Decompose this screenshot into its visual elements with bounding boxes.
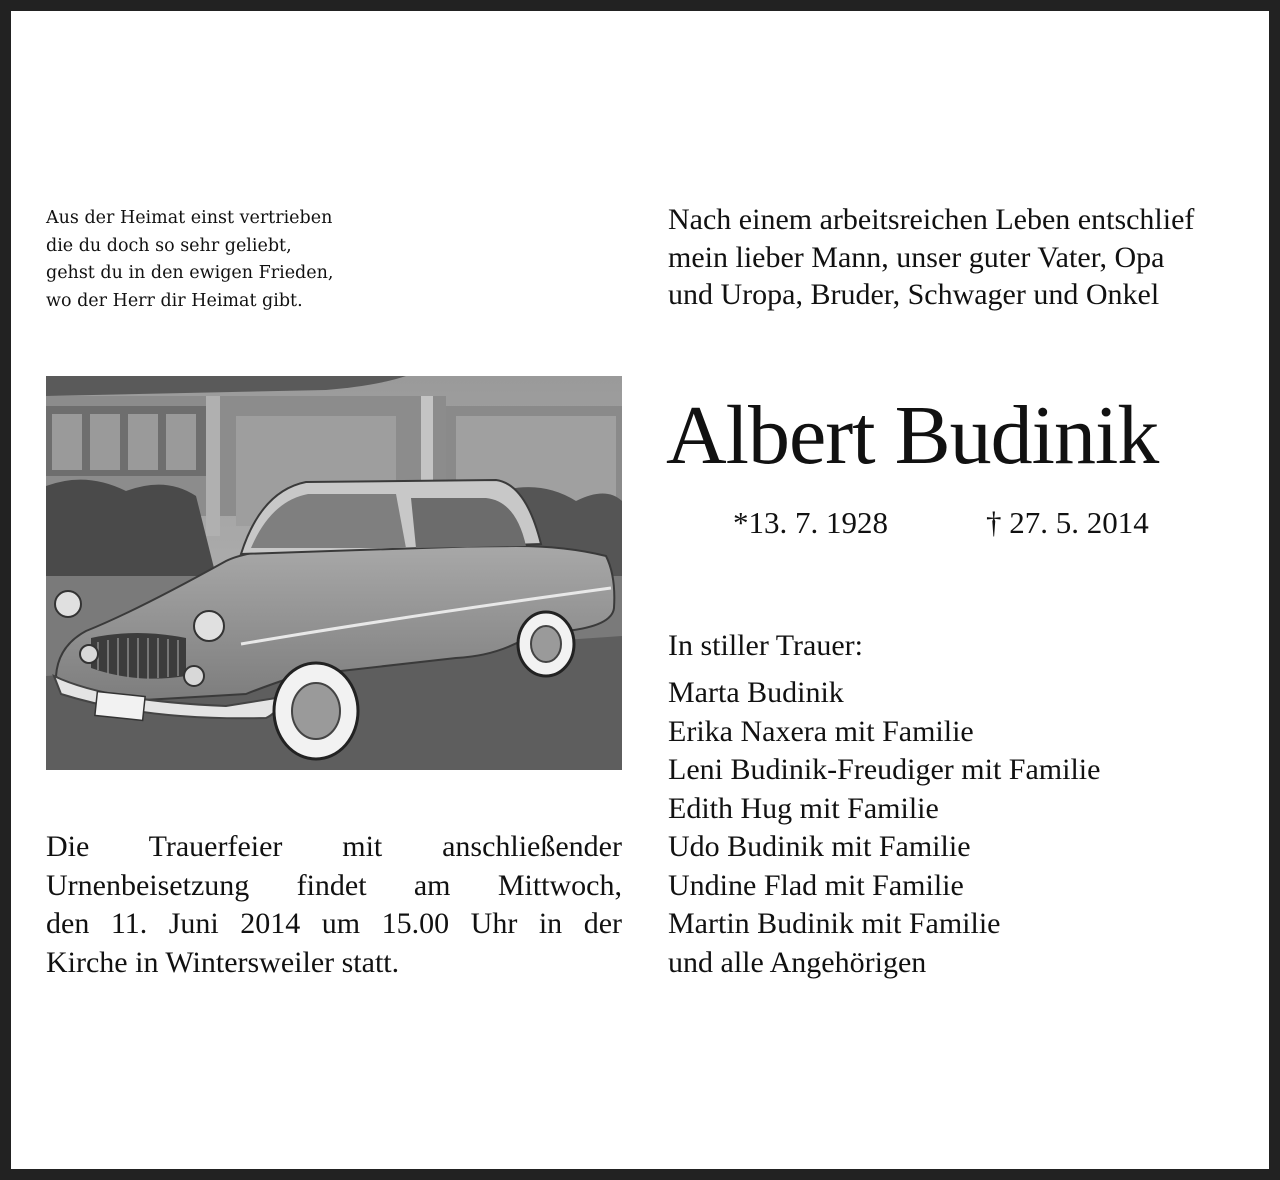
car-photo-icon [46,376,622,770]
birth-date: *13. 7. 1928 [733,505,888,540]
list-item: Undine Flad mit Familie [668,868,964,902]
poem-line: Aus der Heimat einst vertrieben [46,208,333,228]
poem-line: die du doch so sehr geliebt, [46,235,292,256]
funeral-line: Urnenbeisetzung findet am Mittwoch, [46,868,622,902]
funeral-line: Kirche in Wintersweiler statt. [46,945,400,979]
mourners-list [668,674,1100,982]
intro-line: und Uropa, Bruder, Schwager und Onkel [668,278,1160,311]
funeral-details [46,828,622,982]
funeral-line: den 11. Juni 2014 um 15.00 Uhr in der [46,907,622,940]
list-item: Edith Hug mit Familie [668,791,939,825]
list-item: Martin Budinik mit Familie [668,907,1001,940]
poem-line: gehst du in den ewigen Frieden, [46,263,334,283]
list-item: Erika Naxera mit Familie [668,714,974,748]
mourners-heading: In stiller Trauer: [668,629,863,662]
intro-text [668,201,1248,314]
poem-line: wo der Herr dir Heimat gibt. [46,290,303,311]
obituary-notice [11,11,1269,1169]
car-photo [46,376,622,770]
intro-line: Nach einem arbeitsreichen Leben entschlief [668,203,1195,236]
deceased-name: Albert Budinik [666,389,1159,482]
list-item: und alle Angehörigen [668,945,927,979]
memorial-poem [46,205,426,315]
list-item: Marta Budinik [668,676,844,709]
list-item: Udo Budinik mit Familie [668,830,971,863]
intro-line: mein lieber Mann, unser guter Vater, Opa [668,240,1165,274]
funeral-line: Die Trauerfeier mit anschließender [46,830,622,863]
death-date: † 27. 5. 2014 [986,505,1149,540]
list-item: Leni Budinik-Freudiger mit Familie [668,753,1101,786]
